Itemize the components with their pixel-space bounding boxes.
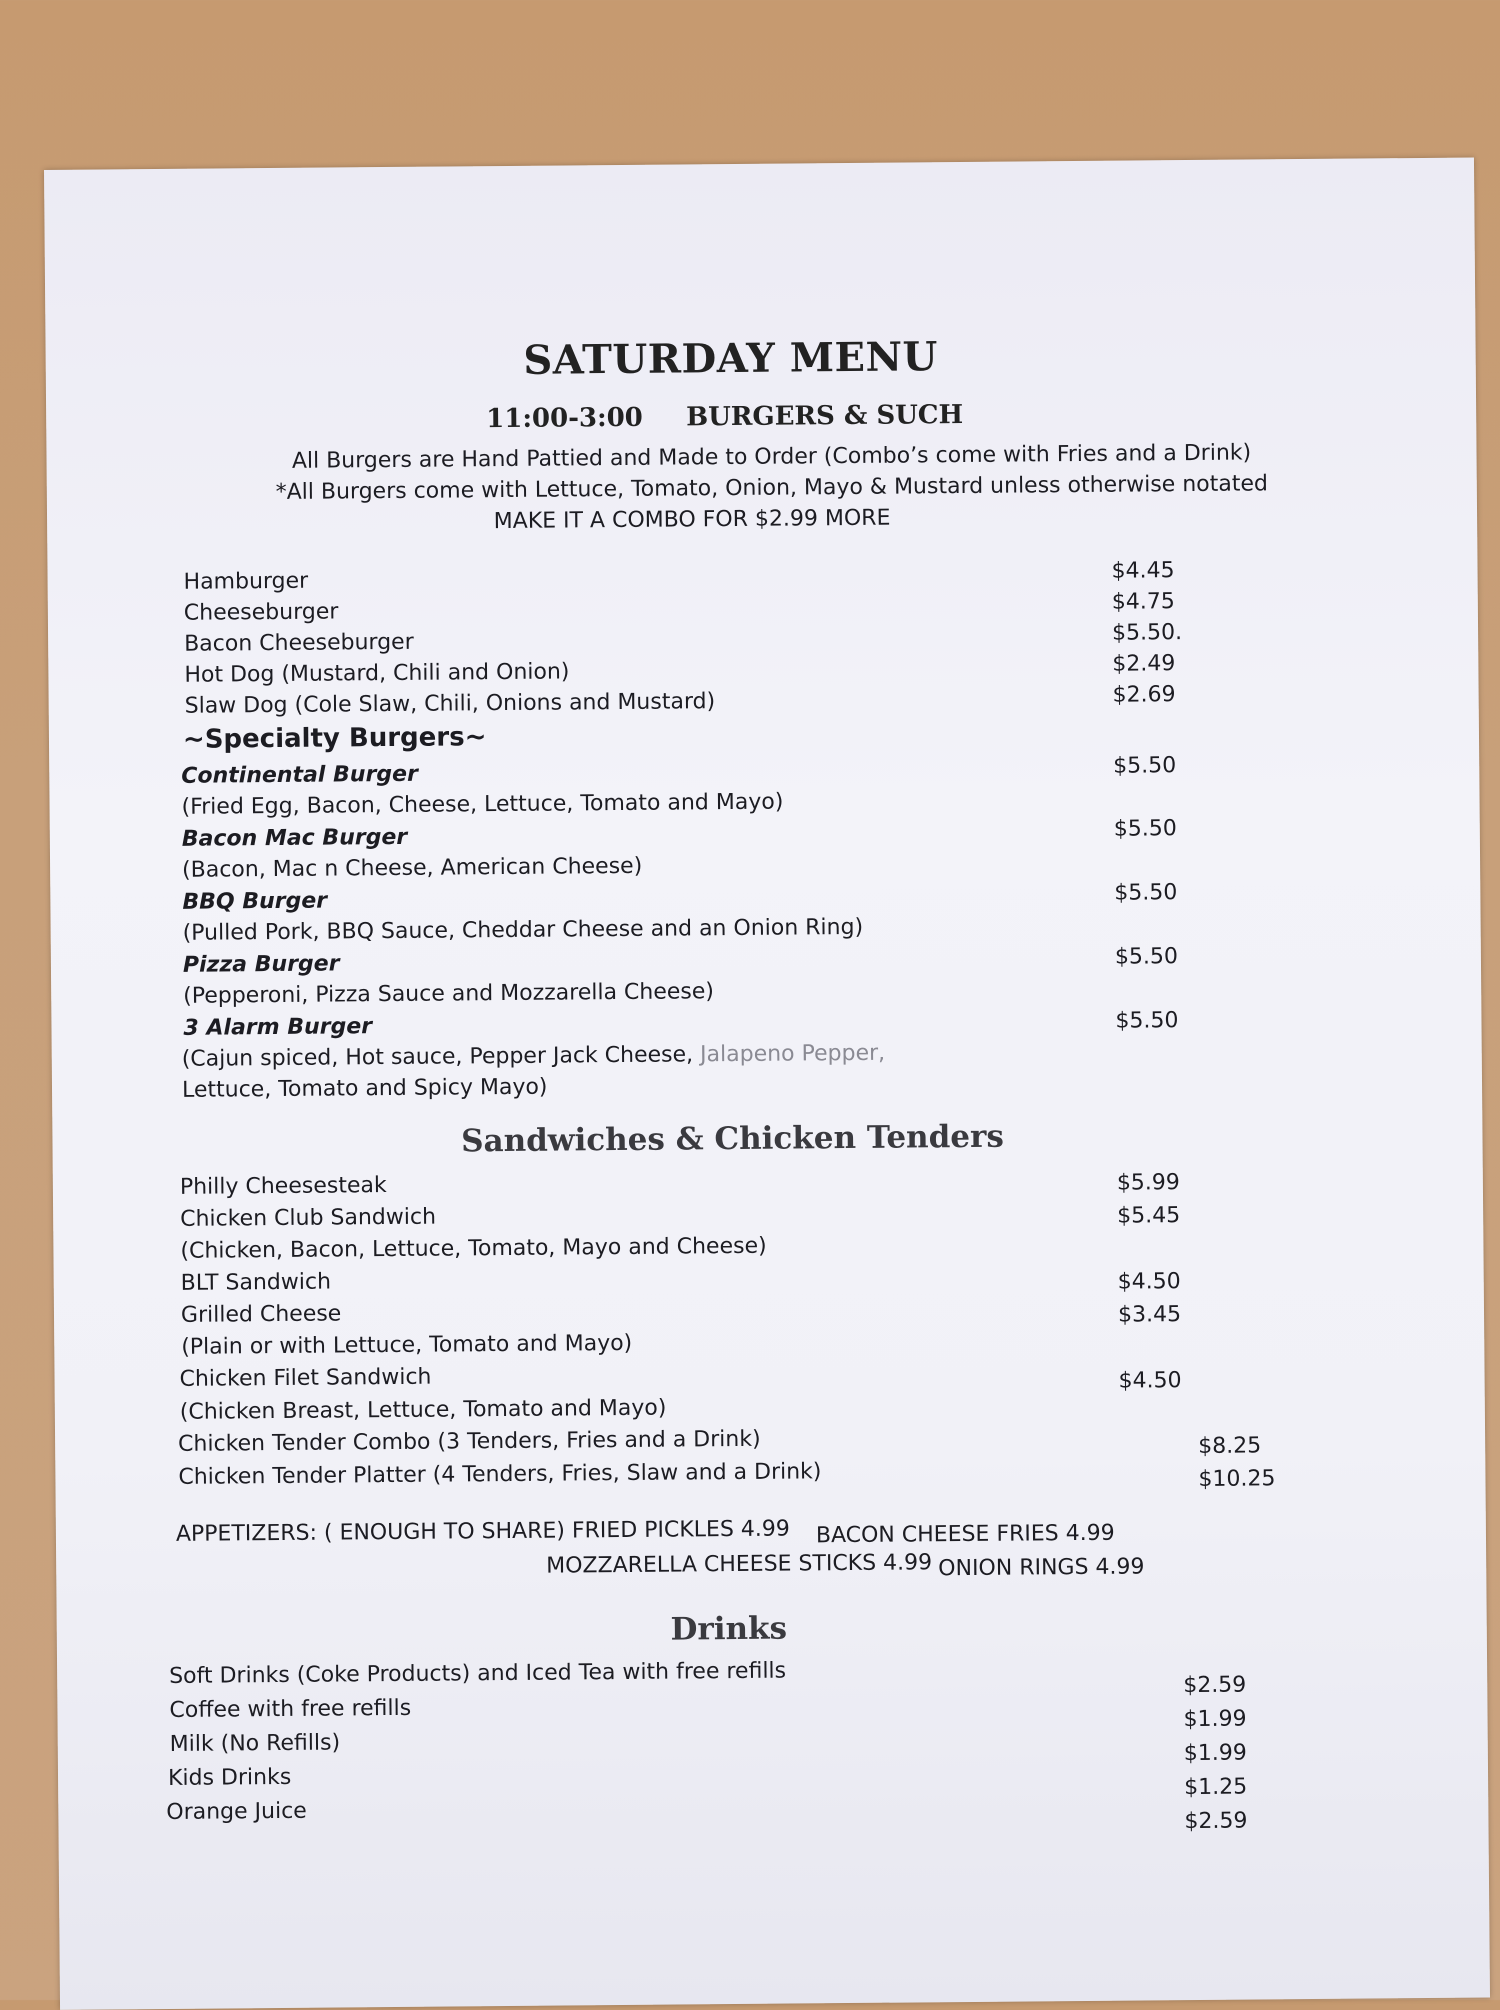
appetizer-mozzarella-sticks: MOZZARELLA CHEESE STICKS 4.99 [546,1550,933,1579]
note-hand-pattied: All Burgers are Hand Pattied and Made to Order (Combo’s come with Fries and a Drink) [291,440,1252,474]
drink-item-name: Orange Juice [166,1798,307,1825]
menu-item-desc: (Plain or with Lettuce, Tomato and Mayo) [181,1330,633,1360]
menu-item-name: Slaw Dog (Cole Slaw, Chili, Onions and Mustard) [184,689,716,719]
menu-paper [44,158,1490,2010]
section-heading-burgers: BURGERS & SUCH [686,399,964,433]
specialty-item-desc: (Fried Egg, Bacon, Cheese, Lettuce, Tomato and Mayo) [181,789,784,820]
drink-item-price: $2.59 [1183,1672,1247,1699]
specialty-item-desc [181,1040,886,1072]
menu-item-name: BLT Sandwich [180,1269,332,1296]
menu-item-price: $5.50 [1115,1008,1179,1034]
menu-item-price: $5.50 [1114,880,1178,906]
section-heading-drinks: Drinks [670,1610,788,1648]
specialty-item-name: Continental Burger [181,761,418,789]
menu-item-price: $10.25 [1198,1466,1276,1492]
menu-item-desc: (Chicken, Bacon, Lettuce, Tomato, Mayo and Cheese) [180,1233,767,1264]
drink-item-price: $2.59 [1184,1808,1248,1835]
menu-item-name: Chicken Filet Sandwich [179,1364,432,1392]
menu-item-price: $3.45 [1117,1302,1182,1328]
menu-item-price: $5.99 [1116,1170,1180,1196]
menu-item-name: Philly Cheesesteak [179,1173,387,1200]
specialty-item-name: 3 Alarm Burger [183,1014,373,1041]
menu-title: SATURDAY MENU [523,333,939,384]
section-heading-sandwiches: Sandwiches & Chicken Tenders [460,1118,1004,1160]
appetizers-line: APPETIZERS: ( ENOUGH TO SHARE) FRIED PICKLES 4.99 [175,1516,790,1547]
drink-item-name: Milk (No Refills) [169,1730,341,1757]
menu-item-price: $5.45 [1117,1203,1181,1229]
menu-item-price: $4.50 [1117,1269,1181,1295]
note-toppings: *All Burgers come with Lettuce, Tomato, Onion, Mayo & Mustard unless otherwise notated [275,471,1269,505]
specialty-item-desc-faded: Jalapeno Pepper, [699,1040,886,1068]
drink-item-name: Coffee with free refills [169,1695,412,1723]
specialty-item-desc: Lettuce, Tomato and Spicy Mayo) [181,1074,548,1103]
menu-item-price: $2.49 [1112,651,1176,677]
specialty-item-desc-text: (Cajun spiced, Hot sauce, Pepper Jack Cheese, [181,1042,694,1072]
drink-item-name: Kids Drinks [167,1764,292,1791]
drink-item-price: $1.99 [1183,1740,1247,1767]
menu-item-price: $4.45 [1111,558,1175,584]
menu-item-name: Chicken Tender Combo (3 Tenders, Fries and a Drink) [178,1426,761,1457]
menu-item-desc: (Chicken Breast, Lettuce, Tomato and Mayo) [179,1395,667,1425]
menu-item-name: Hot Dog (Mustard, Chili and Onion) [184,659,570,688]
specialty-item-name: Pizza Burger [182,951,340,978]
menu-item-name: Cheeseburger [183,599,339,626]
menu-item-price: $2.69 [1112,682,1176,708]
menu-item-price: $8.25 [1198,1433,1262,1459]
note-combo: MAKE IT A COMBO FOR $2.99 MORE [493,505,891,535]
menu-item-name: Grilled Cheese [180,1301,342,1328]
menu-item-price: $5.50. [1111,620,1183,646]
specialty-item-desc: (Pepperoni, Pizza Sauce and Mozzarella Cheese) [183,979,715,1009]
menu-item-price: $4.75 [1111,589,1175,615]
appetizer-onion-rings: ONION RINGS 4.99 [938,1554,1145,1582]
drink-item-price: $1.25 [1184,1774,1248,1801]
hours: 11:00-3:00 [486,402,643,435]
specialty-item-name: BBQ Burger [182,888,328,915]
drink-item-price: $1.99 [1183,1706,1247,1733]
menu-item-name: Chicken Tender Platter (4 Tenders, Fries, Slaw and a Drink) [178,1459,822,1490]
menu-item-price: $5.50 [1113,753,1177,779]
menu-item-name: Hamburger [183,568,309,595]
drink-item-name: Soft Drinks (Coke Products) and Iced Tea with free refills [169,1658,787,1689]
appetizer-bacon-cheese-fries: BACON CHEESE FRIES 4.99 [815,1520,1115,1549]
specialty-burgers-heading: ~Specialty Burgers~ [182,722,487,755]
menu-item-price: $5.50 [1113,816,1177,842]
specialty-item-desc: (Pulled Pork, BBQ Sauce, Cheddar Cheese and an Onion Ring) [182,914,864,946]
menu-item-price: $5.50 [1114,944,1179,970]
specialty-item-desc: (Bacon, Mac n Cheese, American Cheese) [182,853,643,883]
menu-item-name: Chicken Club Sandwich [180,1204,437,1232]
menu-item-price: $4.50 [1118,1368,1182,1394]
specialty-item-name: Bacon Mac Burger [181,824,408,852]
menu-item-name: Bacon Cheeseburger [184,629,414,657]
